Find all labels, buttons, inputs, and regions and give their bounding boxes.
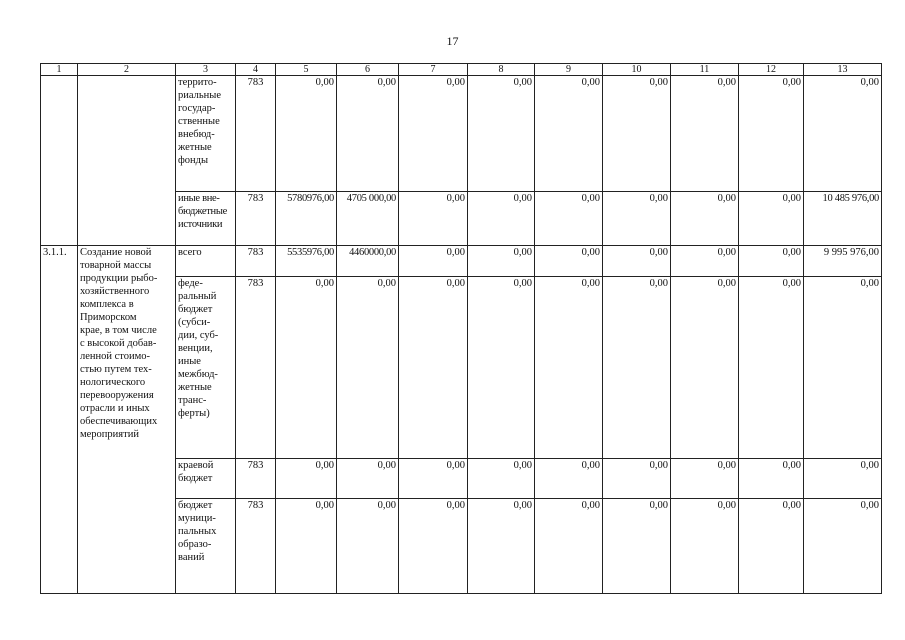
- value-cell: 0,00: [739, 277, 804, 459]
- value-cell: 0,00: [603, 499, 671, 594]
- value-cell: 0,00: [276, 499, 337, 594]
- column-header: 11: [671, 64, 739, 76]
- value-cell: 0,00: [468, 192, 535, 246]
- value-cell: 0,00: [804, 277, 882, 459]
- value-cell: 0,00: [535, 277, 603, 459]
- page-number: 17: [446, 34, 459, 48]
- column-header: 10: [603, 64, 671, 76]
- value-cell: 0,00: [671, 499, 739, 594]
- value-cell: 0,00: [535, 192, 603, 246]
- column-header: 3: [176, 64, 236, 76]
- value-cell: 0,00: [739, 499, 804, 594]
- value-cell: 0,00: [337, 277, 399, 459]
- value-cell: 0,00: [468, 277, 535, 459]
- column-header: 6: [337, 64, 399, 76]
- value-cell: 0,00: [671, 459, 739, 499]
- value-cell: 0,00: [804, 76, 882, 192]
- value-cell: 0,00: [739, 192, 804, 246]
- funding-source: краевой бюджет: [176, 459, 236, 499]
- value-cell: 0,00: [399, 459, 468, 499]
- item-name: [78, 76, 176, 246]
- header-row: [41, 64, 882, 76]
- value-cell: 0,00: [399, 76, 468, 192]
- value-cell: 0,00: [804, 499, 882, 594]
- budget-code: 783: [236, 76, 276, 192]
- column-header: 9: [535, 64, 603, 76]
- value-cell: 0,00: [337, 459, 399, 499]
- budget-code: 783: [236, 277, 276, 459]
- budget-code: 783: [236, 459, 276, 499]
- value-cell: 0,00: [337, 499, 399, 594]
- value-cell: 0,00: [603, 277, 671, 459]
- item-name: Создание новой товарной массы продукции рыбо- хозяйственного комплекса в Приморском крае, в том числе с высокой добав- ленной стоимо- стью путем тех- нологического перевооружения отрасли и иных обеспечивающих мероприятий: [78, 246, 176, 594]
- funding-source: иные вне- бюджетные источники: [176, 192, 236, 246]
- value-cell: 0,00: [739, 246, 804, 277]
- column-header: 12: [739, 64, 804, 76]
- column-header: 4: [236, 64, 276, 76]
- value-cell: 0,00: [276, 459, 337, 499]
- budget-table: [40, 63, 882, 594]
- value-cell: 0,00: [603, 76, 671, 192]
- item-id: [41, 76, 78, 246]
- value-cell: 0,00: [671, 76, 739, 192]
- budget-code: 783: [236, 192, 276, 246]
- value-cell: 5535976,00: [276, 246, 337, 277]
- value-cell: 0,00: [468, 459, 535, 499]
- value-cell: 0,00: [468, 76, 535, 192]
- value-cell: 0,00: [535, 246, 603, 277]
- value-cell: 9 995 976,00: [804, 246, 882, 277]
- value-cell: 0,00: [671, 192, 739, 246]
- value-cell: 0,00: [276, 76, 337, 192]
- value-cell: 0,00: [535, 499, 603, 594]
- value-cell: 4460000,00: [337, 246, 399, 277]
- column-header: 8: [468, 64, 535, 76]
- value-cell: 0,00: [399, 246, 468, 277]
- value-cell: 0,00: [804, 459, 882, 499]
- table-row: [41, 76, 882, 192]
- value-cell: 0,00: [399, 192, 468, 246]
- budget-code: 783: [236, 499, 276, 594]
- value-cell: 0,00: [739, 76, 804, 192]
- value-cell: 0,00: [671, 277, 739, 459]
- table-row: [41, 246, 882, 277]
- value-cell: 0,00: [399, 277, 468, 459]
- value-cell: 0,00: [603, 192, 671, 246]
- value-cell: 5780976,00: [276, 192, 337, 246]
- item-id: 3.1.1.: [41, 246, 78, 594]
- value-cell: 0,00: [468, 246, 535, 277]
- value-cell: 0,00: [535, 459, 603, 499]
- column-header: 7: [399, 64, 468, 76]
- funding-source: феде- ральный бюджет (субси- дии, суб- венции, иные межбюд- жетные транс- ферты): [176, 277, 236, 459]
- value-cell: 0,00: [399, 499, 468, 594]
- funding-source: террито- риальные государ- ственные внебюд- жетные фонды: [176, 76, 236, 192]
- column-header: 1: [41, 64, 78, 76]
- value-cell: 0,00: [603, 459, 671, 499]
- column-header: 13: [804, 64, 882, 76]
- value-cell: 0,00: [276, 277, 337, 459]
- value-cell: 0,00: [671, 246, 739, 277]
- value-cell: 0,00: [468, 499, 535, 594]
- funding-source: всего: [176, 246, 236, 277]
- value-cell: 10 485 976,00: [804, 192, 882, 246]
- column-header: 2: [78, 64, 176, 76]
- value-cell: 4705 000,00: [337, 192, 399, 246]
- column-header: 5: [276, 64, 337, 76]
- value-cell: 0,00: [535, 76, 603, 192]
- value-cell: 0,00: [739, 459, 804, 499]
- value-cell: 0,00: [603, 246, 671, 277]
- budget-code: 783: [236, 246, 276, 277]
- funding-source: бюджет муници- пальных образо- ваний: [176, 499, 236, 594]
- value-cell: 0,00: [337, 76, 399, 192]
